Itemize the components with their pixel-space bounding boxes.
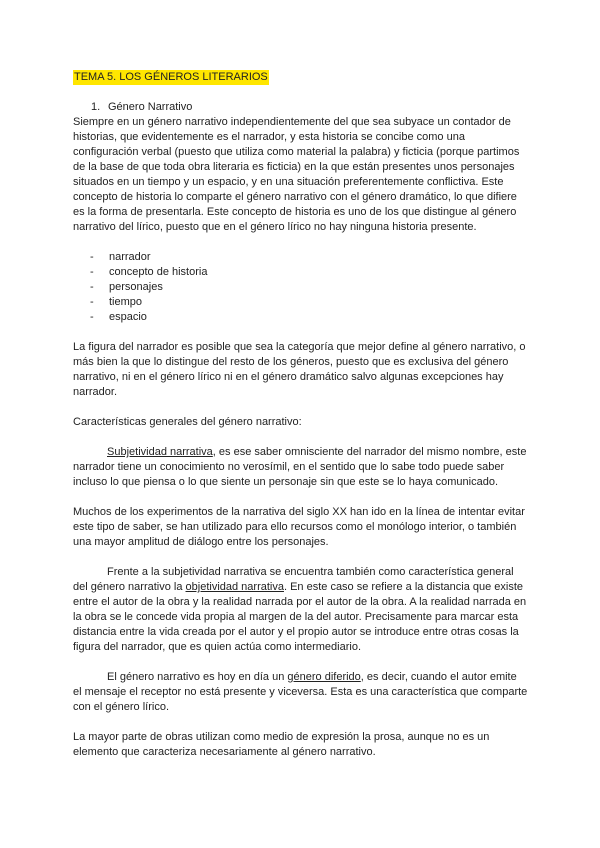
paragraph-prosa: La mayor parte de obras utilizan como medio de expresión la prosa, aunque no es un elemento que caracteriza necesariamente al género narrativo. <box>73 731 490 758</box>
section-number: 1. <box>91 101 101 113</box>
paragraph-narrador: La figura del narrador es posible que sea la categoría que mejor define al género narrativo, o más bien la que lo distingue del resto de los géneros, puesto que es exclusiva del género narrativo, ni en el género lírico ni en el género dramático salvo algunas excepciones hay narrador. <box>73 341 526 398</box>
paragraph-subjetividad: Subjetividad narrativa, es ese saber omnisciente del narrador del mismo nombre, este narrador tiene un conocimiento no verosímil, en el sentido que lo sabe todo puede saber incluso lo que piensa o lo que siente un personaje sin que este se lo haya comunicado. <box>73 446 527 488</box>
title-line <box>73 70 528 100</box>
list-item: - concepto de historia <box>90 266 208 278</box>
paragraph-diferido: El género narrativo es hoy en día un género diferido, es decir, cuando el autor emite el mensaje el receptor no está presente y viceversa. Esta es una característica que comparte con el género lírico. <box>73 671 528 713</box>
dash-bullet: - <box>90 251 94 263</box>
list-item: - personajes <box>90 281 163 293</box>
list-item: - espacio <box>90 311 147 323</box>
section-label: Género Narrativo <box>108 101 193 113</box>
dash-bullet: - <box>90 266 94 278</box>
paragraph-siglo-xx: Muchos de los experimentos de la narrativa del siglo XX han ido en la línea de intentar evitar este tipo de saber, se han utilizado para ello recursos como el monólogo interior, o también una mayor amplitud de diálogo entre los personajes. <box>73 506 525 548</box>
dash-bullet: - <box>90 281 94 293</box>
document-title: TEMA 5. LOS GÉNEROS LITERARIOS <box>74 71 268 83</box>
term-objetividad: objetividad narrativa <box>185 581 284 593</box>
dash-bullet: - <box>90 311 94 323</box>
paragraph-historia: Siempre en un género narrativo independientemente del que sea subyace un contador de historias, que evidentemente es el narrador, y esta historia se concibe como una configuración verbal (puesto que utiliza como material la palabra) y ficticia (porque partimos de la base de que toda obra literaria es ficticia) en la que están presentes unos personajes situados en un tiempo y un espacio, y en una situación preferentemente conflictiva. Este concepto de historia lo comparte el género narrativo con el género dramático, lo que difiere es la forma de presentarla. Este concepto de historia es uno de los que distingue al género narrativo del lírico, puesto que en el género lírico no hay ninguna historia presente. <box>73 116 520 233</box>
section-heading <box>91 100 528 115</box>
paragraph-caracteristicas-heading: Características generales del género narrativo: <box>73 416 302 428</box>
term-diferido: género diferido <box>287 671 361 683</box>
elements-list <box>73 250 528 325</box>
term-subjetividad: Subjetividad narrativa <box>107 446 213 458</box>
paragraph-objetividad: Frente a la subjetividad narrativa se encuentra también como característica general del género narrativo la objetividad narrativa. En este caso se refiere a la distancia que existe entre el autor de la obra y la realidad narrada por el autor de la obra. A la realidad narrada en la obra se le concede vida propia al margen de la del autor. Precisamente para marcar esta distancia entre la vida creada por el autor y el propio autor se introduce entre otras cosas la figura del narrador, que es quien actúa como intermediario. <box>73 566 527 653</box>
document-body <box>73 70 528 775</box>
list-item: - tiempo <box>90 296 143 308</box>
dash-bullet: - <box>90 296 94 308</box>
list-item: - narrador <box>90 251 151 263</box>
